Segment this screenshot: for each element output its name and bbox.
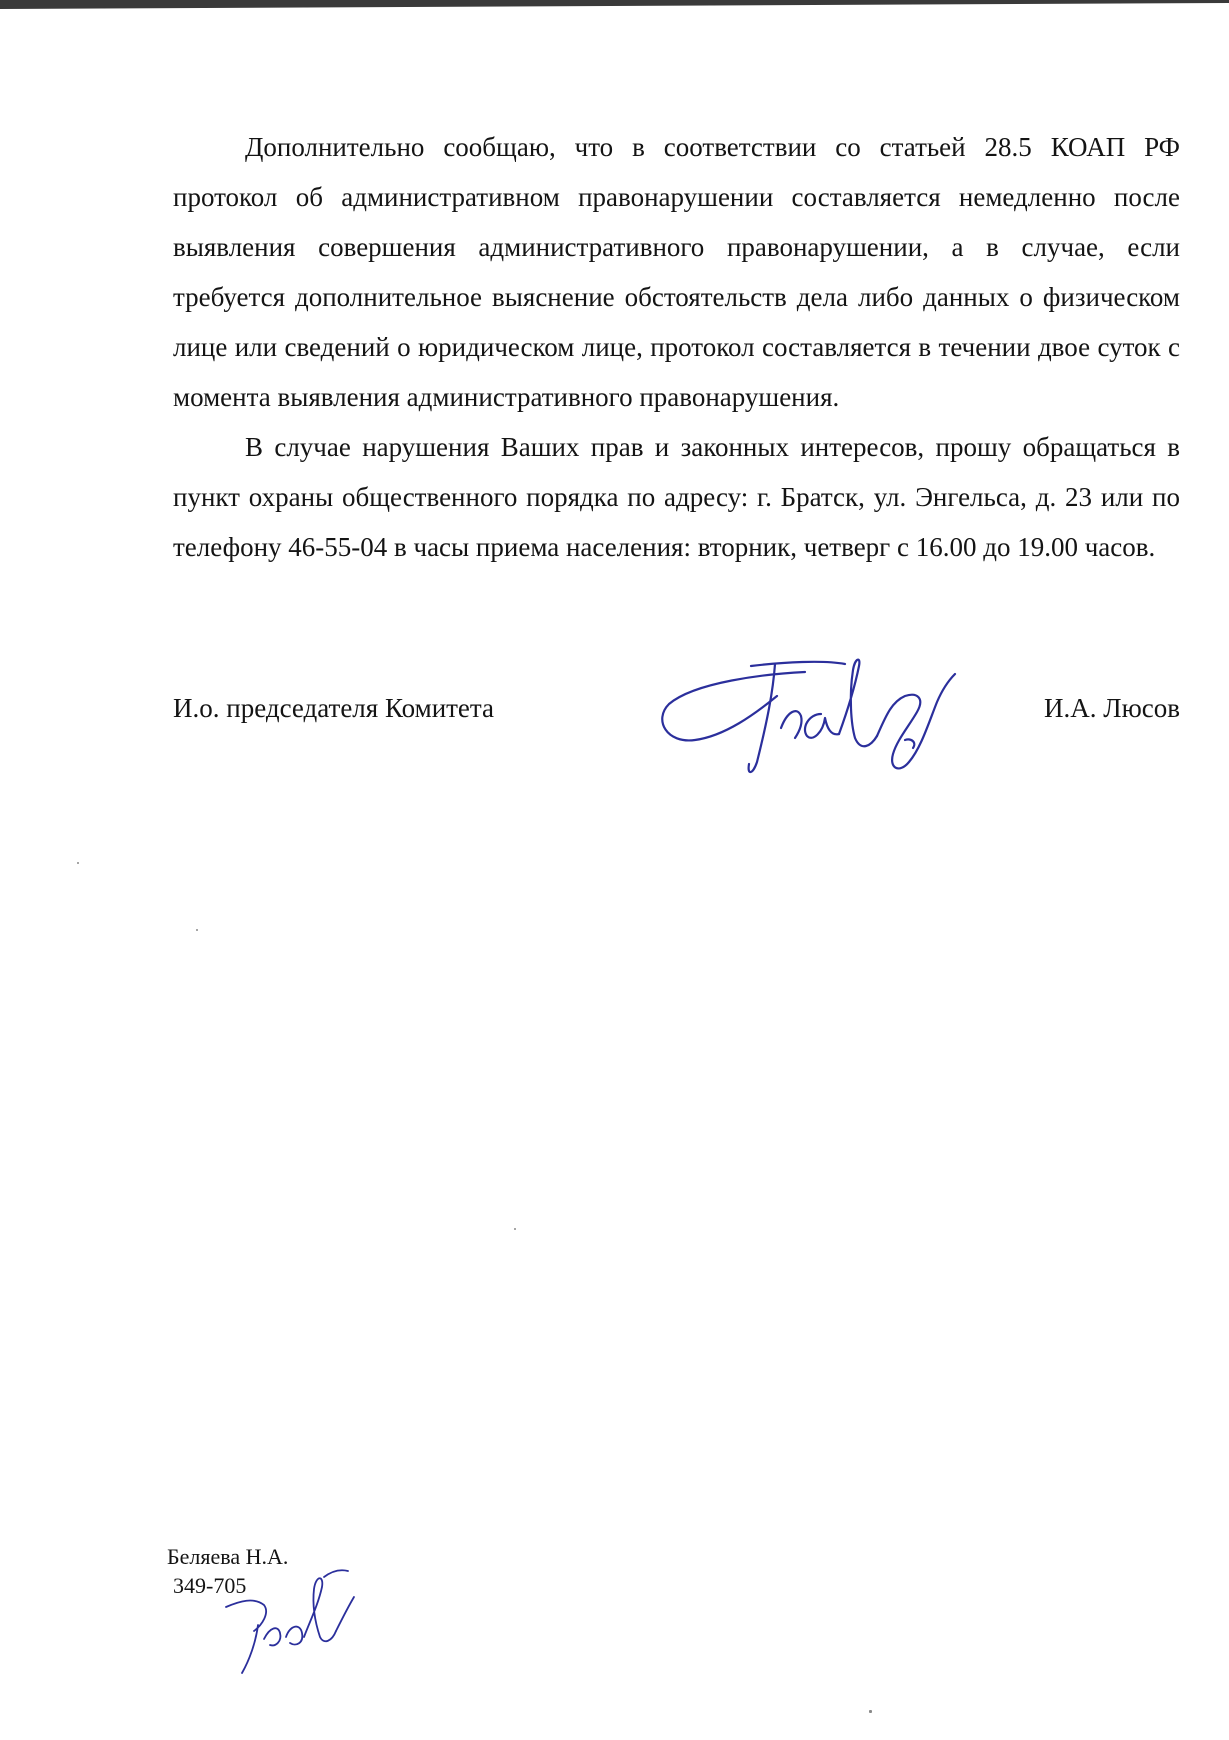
executor-name: Беляева Н.А. — [167, 1544, 289, 1569]
scan-speck — [196, 929, 198, 931]
scan-speck — [77, 862, 79, 864]
handwritten-signature — [655, 652, 965, 782]
scan-edge — [0, 0, 1229, 16]
paragraph-contact-info: В случае нарушения Ваших прав и законных интересов, прошу обращаться в пункт охраны общественного порядка по адресу: г. Братск, ул. Энгельса, д. 23 или по телефону 46-55-04 в часы приема населения: вторник, четверг с 16.00 до 19.00 часов. — [173, 432, 1180, 562]
executor-initials-signature — [220, 1565, 360, 1680]
executor-phone: 349-705 — [173, 1573, 247, 1598]
scan-speck — [869, 1710, 872, 1713]
scan-speck — [514, 1228, 516, 1230]
paragraph-protocol-deadline: Дополнительно сообщаю, что в соответствии со статьей 28.5 КОАП РФ протокол об административном правонарушении составляется немедленно после выявления совершения административного правонарушении, а в случае, если требуется дополнительное выяснение обстоятельств дела либо данных о физическом лице или сведений о юридическом лице, протокол составляется в течении двое суток с момента выявления административного правонарушения. — [173, 132, 1180, 412]
signer-position: И.о. председателя Комитета — [173, 693, 495, 723]
letter-body — [173, 122, 1180, 572]
signer-name: И.А. Люсов — [1044, 693, 1180, 723]
